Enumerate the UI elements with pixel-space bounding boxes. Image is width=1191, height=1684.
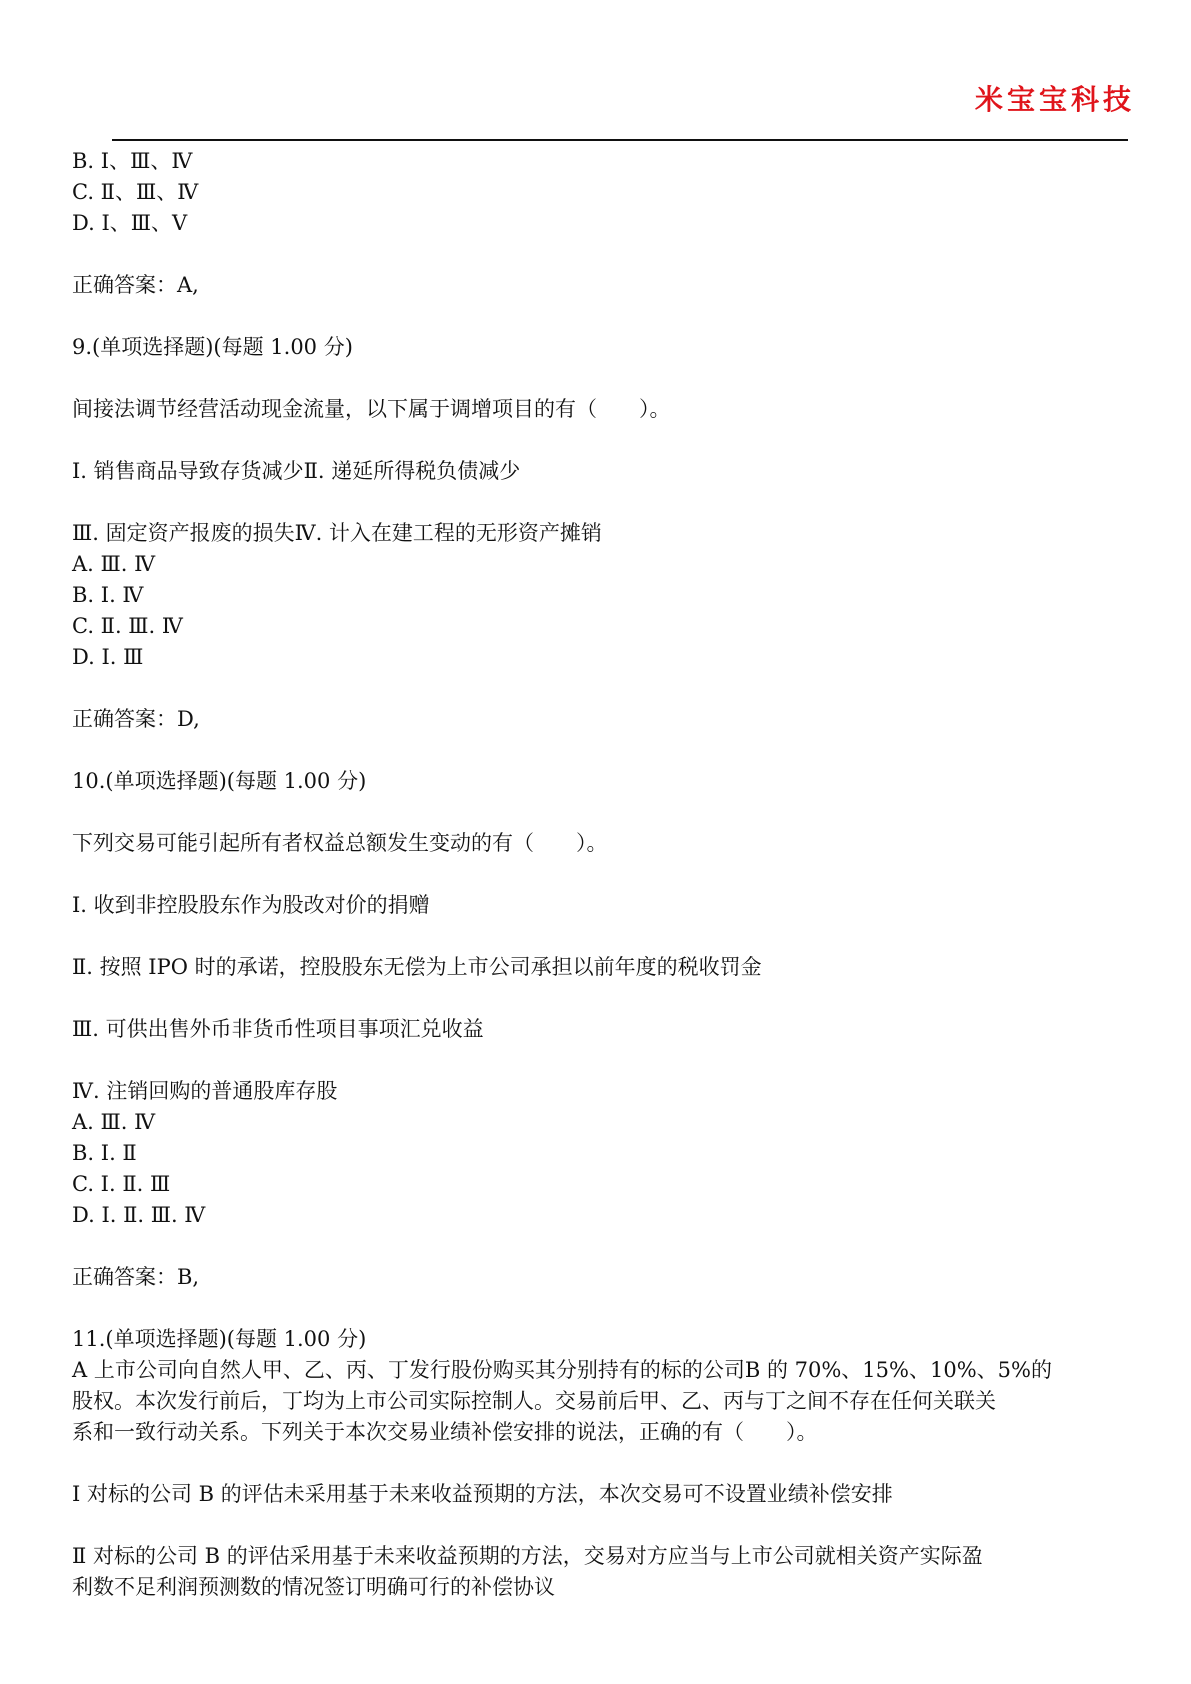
q11-item-2-line-2: 利数不足利润预测数的情况签订明确可行的补偿协议 bbox=[72, 1575, 555, 1599]
q10-item-1: Ⅰ. 收到非控股股东作为股改对价的捐赠 bbox=[72, 893, 430, 917]
q10-option-b: B. Ⅰ. Ⅱ bbox=[72, 1141, 137, 1165]
header-rule bbox=[112, 139, 1128, 141]
q9-answer: 正确答案：D, bbox=[72, 707, 200, 731]
q9-option-d: D. Ⅰ. Ⅲ bbox=[72, 645, 144, 669]
q9-option-a: A. Ⅲ. Ⅳ bbox=[72, 552, 156, 576]
q11-item-2-line-1: Ⅱ 对标的公司 B 的评估采用基于未来收益预期的方法，交易对方应当与上市公司就相关资产实际盈 bbox=[72, 1544, 983, 1568]
q10-header: 10.(单项选择题)(每题 1.00 分) bbox=[72, 769, 367, 793]
q10-stem: 下列交易可能引起所有者权益总额发生变动的有（ ）。 bbox=[72, 831, 608, 855]
q10-item-2: Ⅱ. 按照 IPO 时的承诺，控股股东无偿为上市公司承担以前年度的税收罚金 bbox=[72, 955, 762, 979]
q11-header: 11.(单项选择题)(每题 1.00 分) bbox=[72, 1327, 367, 1351]
q11-item-1: Ⅰ 对标的公司 B 的评估未采用基于未来收益预期的方法，本次交易可不设置业绩补偿安排 bbox=[72, 1482, 893, 1506]
q10-item-4: Ⅳ. 注销回购的普通股库存股 bbox=[72, 1079, 338, 1103]
q8-answer: 正确答案：A, bbox=[72, 273, 199, 297]
q11-stem-line-3: 系和一致行动关系。下列关于本次交易业绩补偿安排的说法，正确的有（ ）。 bbox=[72, 1420, 818, 1444]
q10-answer: 正确答案：B, bbox=[72, 1265, 200, 1289]
q11-stem-line-2: 股权。本次发行前后，丁均为上市公司实际控制人。交易前后甲、乙、丙与丁之间不存在任何关联关 bbox=[72, 1389, 996, 1413]
q9-option-b: B. Ⅰ. Ⅳ bbox=[72, 583, 144, 607]
q9-option-c: C. Ⅱ. Ⅲ. Ⅳ bbox=[72, 614, 183, 638]
q9-stem: 间接法调节经营活动现金流量，以下属于调增项目的有（ ）。 bbox=[72, 397, 671, 421]
q9-item-2: Ⅲ. 固定资产报废的损失Ⅳ. 计入在建工程的无形资产摊销 bbox=[72, 521, 602, 545]
q8-option-c: C. Ⅱ、Ⅲ、Ⅳ bbox=[72, 180, 199, 204]
q8-option-b: B. Ⅰ、Ⅲ、Ⅳ bbox=[72, 149, 193, 173]
q9-header: 9.(单项选择题)(每题 1.00 分) bbox=[72, 335, 353, 359]
document-body bbox=[72, 146, 1132, 1603]
q9-item-1: Ⅰ. 销售商品导致存货减少Ⅱ. 递延所得税负债减少 bbox=[72, 459, 521, 483]
q10-item-3: Ⅲ. 可供出售外币非货币性项目事项汇兑收益 bbox=[72, 1017, 484, 1041]
q10-option-d: D. Ⅰ. Ⅱ. Ⅲ. Ⅳ bbox=[72, 1203, 206, 1227]
q10-option-c: C. Ⅰ. Ⅱ. Ⅲ bbox=[72, 1172, 171, 1196]
q8-option-d: D. Ⅰ、Ⅲ、Ⅴ bbox=[72, 211, 188, 235]
brand-logo: 米宝宝科技 bbox=[974, 83, 1135, 116]
q10-option-a: A. Ⅲ. Ⅳ bbox=[72, 1110, 156, 1134]
q11-stem-line-1: A 上市公司向自然人甲、乙、丙、丁发行股份购买其分别持有的标的公司B 的 70%、15%、10%、5%的 bbox=[72, 1358, 1052, 1382]
